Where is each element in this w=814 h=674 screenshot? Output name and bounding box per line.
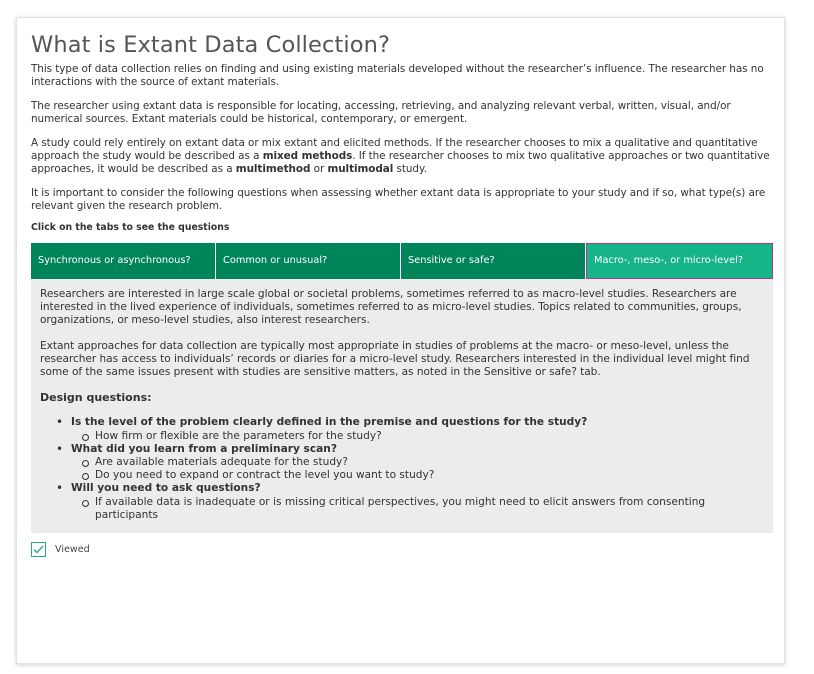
- question-lead: Is the level of the problem clearly defined in the premise and questions for the study?: [71, 416, 588, 429]
- tab-common-unusual[interactable]: Common or unusual?: [216, 243, 401, 279]
- list-item: [56, 482, 765, 522]
- intro-paragraph-3: [31, 137, 773, 176]
- intro-paragraph-4: It is important to consider the following questions when assessing whether extant data is appropriate to your study and if so, what type(s) are relevant given the research problem.: [31, 187, 766, 212]
- design-questions-heading: Design questions:: [40, 391, 152, 405]
- sub-list: [71, 456, 765, 482]
- list-item: Do you need to expand or contract the level you want to study?: [81, 469, 765, 482]
- card-inner: [31, 30, 773, 557]
- panel-paragraph-2: Extant approaches for data collection are typically most appropriate in studies of problems at the macro- or meso-level, unless the researcher has access to individuals’ records or diaries for a micro-level study. Researchers interested in the individual level might find some of the same issues present with studies are sensitive matters, as noted in the Sensitive or safe? tab.: [40, 339, 750, 379]
- intro-p3-text-a: A study could rely entirely on extant data or mix extant and elicited methods. If the researcher chooses to mix a qualitative and quantitative approach the study would be described as a: [31, 137, 758, 162]
- intro-paragraph-2: The researcher using extant data is responsible for locating, accessing, retrieving, and analyzing relevant verbal, written, visual, and/or numerical sources. Extant materials could be historical, contemporary, or emergent.: [31, 100, 731, 125]
- list-item: Are available materials adequate for the study?: [81, 456, 765, 469]
- intro-p3-text-g: study.: [393, 163, 427, 175]
- design-questions-list: [40, 416, 765, 522]
- tab-macro-meso-micro[interactable]: Macro-, meso-, or micro-level?: [586, 243, 773, 279]
- tab-synchronous[interactable]: Synchronous or asynchronous?: [31, 243, 216, 279]
- viewed-label: Viewed: [55, 544, 90, 556]
- list-item: [56, 443, 765, 483]
- sub-list: [71, 430, 765, 443]
- tabs-hint: Click on the tabs to see the questions: [31, 222, 230, 233]
- intro-p3-text-c: . If the researcher chooses to mix two qualitative approaches or two quantitative approaches, it would be described as a: [31, 150, 770, 175]
- panel-paragraph-1: Researchers are interested in large scale global or societal problems, sometimes referred to as macro-level studies. Researchers are interested in the lived experience of individuals, sometimes referred to as micro-level studies. Topics related to communities, groups, organizations, or meso-level studies, also interest researchers.: [40, 288, 742, 327]
- list-item: [56, 416, 765, 442]
- question-lead: Will you need to ask questions?: [71, 482, 261, 495]
- sub-list: [71, 496, 765, 522]
- page-title: What is Extant Data Collection?: [31, 32, 390, 58]
- list-item: How firm or flexible are the parameters for the study?: [81, 430, 765, 443]
- content-card: [16, 17, 785, 664]
- question-tabs: [31, 243, 773, 279]
- intro-p3-text-e: or: [310, 163, 328, 175]
- tab-sensitive-safe[interactable]: Sensitive or safe?: [401, 243, 586, 279]
- term-multimodal: multimodal: [327, 163, 394, 175]
- term-multimethod: multimethod: [235, 163, 311, 175]
- viewed-checkbox[interactable]: [31, 542, 46, 557]
- term-mixed-methods: mixed methods: [262, 150, 353, 162]
- question-lead: What did you learn from a preliminary scan?: [71, 442, 337, 455]
- tab-panel: [31, 279, 773, 533]
- check-icon: [33, 545, 44, 554]
- intro-paragraph-1: This type of data collection relies on finding and using existing materials developed without the researcher’s influence. The researcher has no interactions with the source of extant materials.: [31, 63, 764, 88]
- viewed-toggle[interactable]: [31, 542, 773, 557]
- list-item: If available data is inadequate or is missing critical perspectives, you might need to elicit answers from consenting participants: [81, 496, 765, 522]
